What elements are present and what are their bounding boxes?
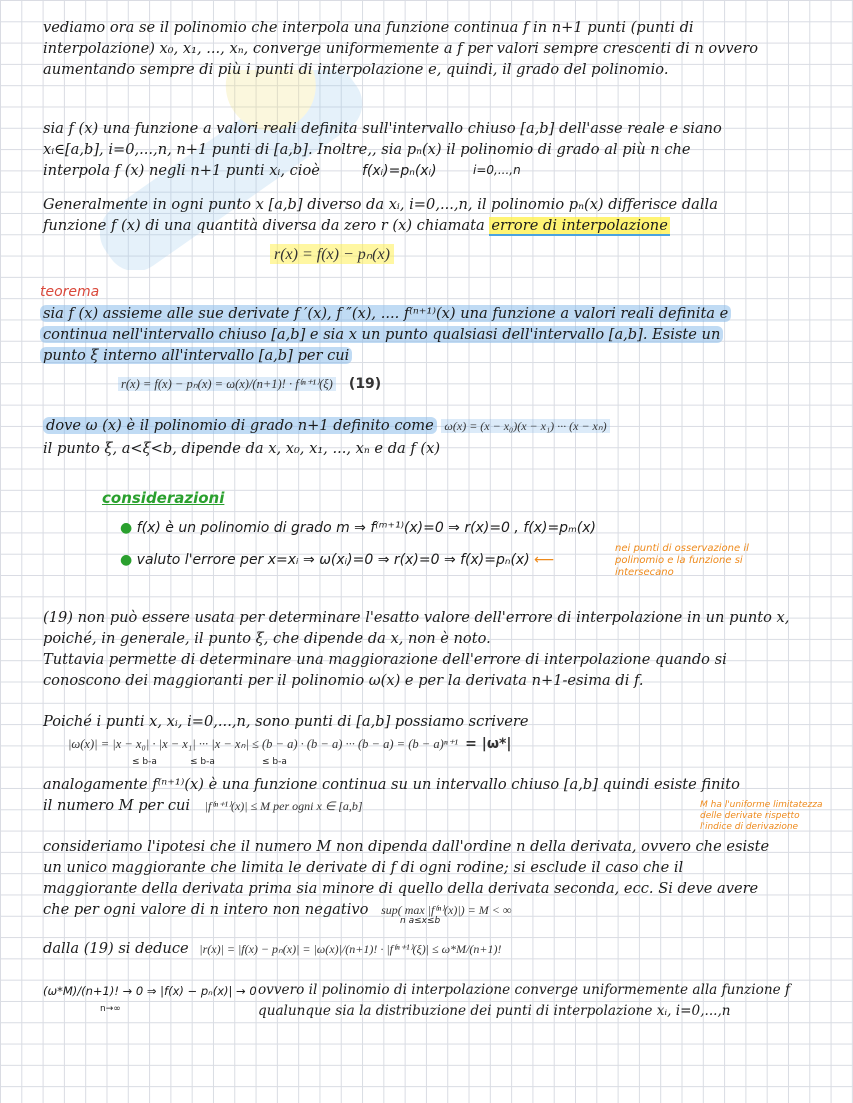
theorem-formula: r(x) = f(x) − pₙ(x) = ω(x)/(n+1)! · f⁽ⁿ⁺¹⁾(ξ) (19) (118, 376, 381, 392)
text-line: dalla (19) si deduce |r(x)| = |f(x) − pₙ(x)| = |ω(x)|/(n+1)! · |f⁽ⁿ⁺¹⁾(ξ)| ≤ ω*M/(n+1)! (43, 940, 502, 957)
text-line: vediamo ora se il polinomio che interpola una funzione continua f in n+1 punti (punti di (43, 19, 694, 36)
text-line: Tuttavia permette di determinare una maggiorazione dell'errore di interpolazione quando si (43, 651, 727, 668)
text-line: aumentando sempre di più i punti di interpolazione e, quindi, il grado del polinomio. (43, 61, 669, 78)
bullet-dot: ● (120, 552, 133, 568)
text-line: che per ogni valore di n intero non negativo sup( max |f⁽ⁿ⁾(x)|) = M < ∞ (43, 901, 512, 918)
text-line: il punto ξ, a<ξ<b, dipende da x, x₀, x₁, ..., xₙ e da f (x) (43, 440, 441, 457)
underbrace-label: ≤ b-a (190, 757, 215, 767)
text-line: conoscono dei maggioranti per il polinomio ω(x) e per la derivata n+1-esima di f. (43, 672, 644, 689)
m-formula: |f⁽ⁿ⁺¹⁾(x)| ≤ M per ogni x ∈ [a,b] (204, 799, 363, 813)
margin-note: nei punti di osservazione il polinomio e la funzione si intersecano (615, 543, 749, 578)
text-fragment: funzione f (x) di una quantità diversa da zero r (x) chiamata (43, 217, 485, 234)
text-line: analogamente f⁽ⁿ⁺¹⁾(x) è una funzione continua su un intervallo chiuso [a,b] quindi esiste finito (43, 776, 740, 793)
interp-range: i=0,...,n (473, 163, 521, 177)
limit-expression: (ω*M)/(n+1)! → 0 ⇒ |f(x) − pₙ(x)| → 0 (43, 984, 257, 998)
text-line: Generalmente in ogni punto x [a,b] diverso da xᵢ, i=0,...,n, il polinomio pₙ(x) differisce dalla (43, 196, 718, 213)
text-line: maggiorante della derivata prima sia minore di quello della derivata seconda, ecc. Si deve avere (43, 880, 759, 897)
text-line: qualunque sia la distribuzione dei punti di interpolazione xᵢ, i=0,...,n (258, 1003, 731, 1019)
text-line: il numero M per cui |f⁽ⁿ⁺¹⁾(x)| ≤ M per ogni x ∈ [a,b] (43, 797, 363, 814)
text-line: ovvero il polinomio di interpolazione converge uniformemente alla funzione f (258, 982, 790, 998)
text-line: interpola f (x) negli n+1 punti xᵢ, cioè (43, 162, 320, 179)
bullet-item: ● valuto l'errore per x=xᵢ ⇒ ω(xᵢ)=0 ⇒ r(x)=0 ⇒ f(x)=pₙ(x) ⟵ (120, 552, 555, 568)
text-line: sia f (x) una funzione a valori reali definita sull'intervallo chiuso [a,b] dell'asse reale e siano (43, 120, 722, 137)
sup-formula: sup( max |f⁽ⁿ⁾(x)|) = M < ∞ (381, 903, 512, 917)
text-line: Poiché i punti x, xᵢ, i=0,...,n, sono punti di [a,b] possiamo scrivere (43, 713, 529, 730)
limit-subscript: n→∞ (100, 1004, 121, 1014)
deduce-formula: |r(x)| = |f(x) − pₙ(x)| = |ω(x)|/(n+1)! · |f⁽ⁿ⁺¹⁾(ξ)| ≤ ω*M/(n+1)! (199, 942, 502, 956)
text-line: interpolazione) x₀, x₁, ..., xₙ, converge uniformemente a f per valori sempre crescenti di n ovvero (43, 40, 759, 57)
considerations-title: considerazioni (102, 489, 225, 507)
text-line: (19) non può essere usata per determinare l'esatto valore dell'errore di interpolazione in un punto x, (43, 609, 790, 626)
interp-condition: f(xᵢ)=pₙ(xᵢ) (362, 163, 437, 179)
theorem-line: continua nell'intervallo chiuso [a,b] e sia x un punto qualsiasi dell'intervallo [a,b]. Esiste un (40, 324, 723, 345)
bullet-dot: ● (120, 520, 133, 536)
bound-formula: |ω(x)| = |x − x₀| · |x − x₁| ··· |x − xₙ| ≤ (b − a) · (b − a) ··· (b − a) = (b − a)ⁿ⁺¹ = |ω*| (68, 736, 512, 752)
highlighted-term: errore di interpolazione (491, 217, 668, 234)
underbrace-label: ≤ b-a (262, 757, 287, 767)
bullet-item: ● f(x) è un polinomio di grado m ⇒ f⁽ᵐ⁺¹⁾(x)=0 ⇒ r(x)=0 , f(x)=pₘ(x) (120, 520, 596, 536)
equation-number: (19) (348, 376, 382, 392)
text-line-with-highlight (43, 215, 670, 236)
text-line: consideriamo l'ipotesi che il numero M non dipenda dall'ordine n della derivata, ovvero che esiste (43, 838, 770, 855)
text-line: poiché, in generale, il punto ξ, che dipende da x, non è noto. (43, 630, 491, 647)
theorem-line: sia f (x) assieme alle sue derivate f ′(x), f ″(x), .... f⁽ⁿ⁺¹⁾(x) una funzione a valori reali definita e (40, 303, 731, 324)
margin-note: M ha l'uniforme limitatezza delle derivate rispetto l'indice di derivazione (700, 800, 823, 832)
error-formula: r(x) = f(x) − pₙ(x) (270, 244, 394, 264)
omega-definition: dove ω (x) è il polinomio di grado n+1 definito come ω(x) = (x − x₀)(x − x₁) ··· (x − xₙ) (43, 415, 610, 437)
text-line: xᵢ∈[a,b], i=0,...,n, n+1 punti di [a,b]. Inoltre,, sia pₙ(x) il polinomio di grado al più n che (43, 141, 691, 158)
sup-subscript: n a≤x≤b (400, 916, 441, 926)
theorem-line: punto ξ interno all'intervallo [a,b] per cui (40, 345, 352, 366)
underbrace-label: ≤ b-a (132, 757, 157, 767)
text-line: un unico maggiorante che limita le derivate di f di ogni rodine; si esclude il caso che il (43, 859, 684, 876)
theorem-label: teorema (40, 284, 100, 300)
